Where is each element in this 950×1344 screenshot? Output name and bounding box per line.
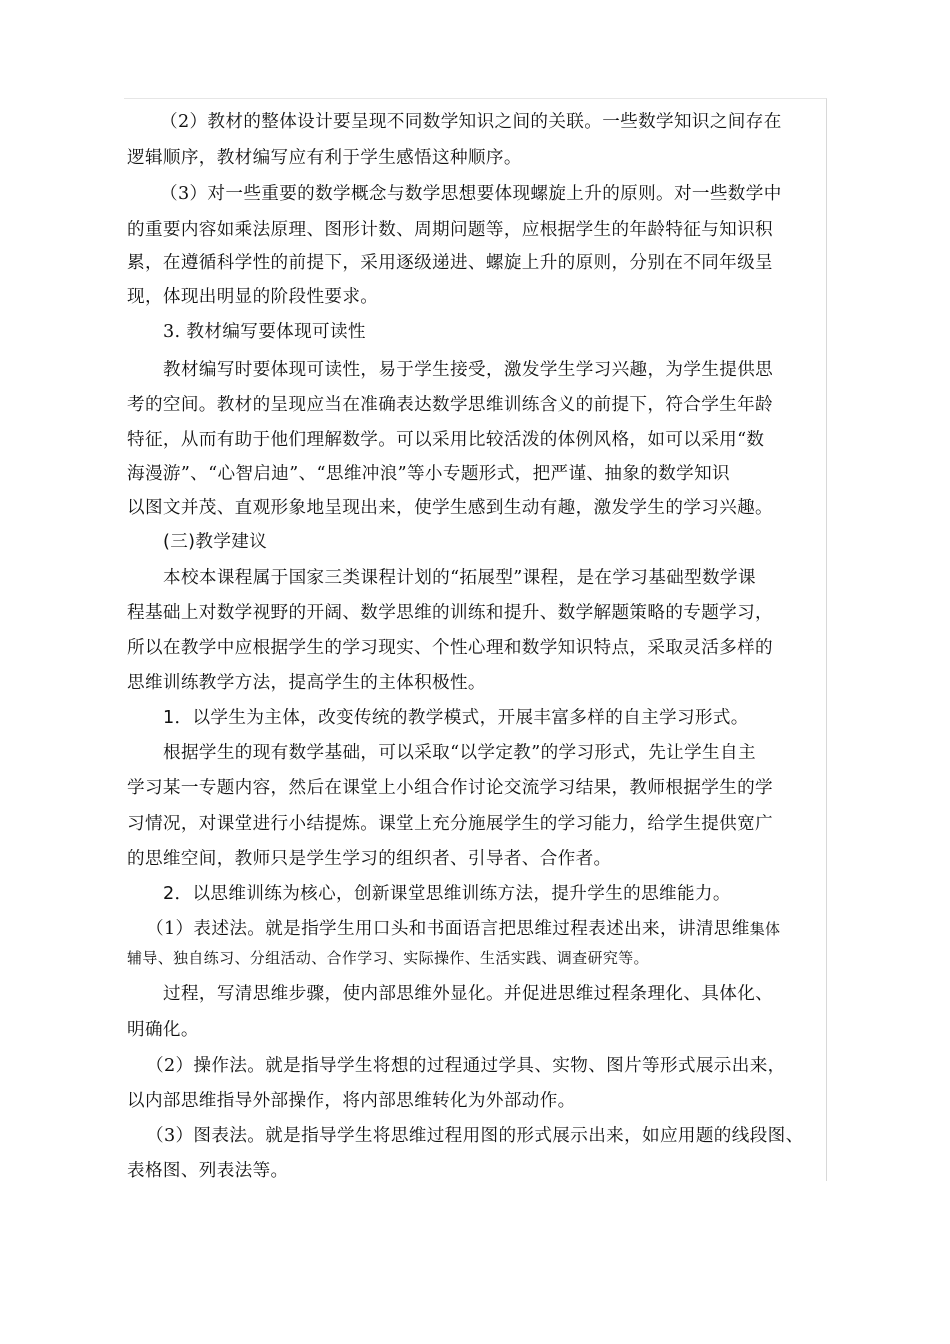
paragraph-line: 考的空间。教材的呈现应当在准确表达数学思维训练含义的前提下，符合学生年龄 <box>127 395 773 415</box>
section-heading: (三)教学建议 <box>163 532 268 552</box>
paragraph-line: 习情况，对课堂进行小结提炼。课堂上充分施展学生的学习能力，给学生提供宽广 <box>127 814 773 834</box>
paragraph-line: 明确化。 <box>127 1020 199 1040</box>
paragraph-line: （2）教材的整体设计要呈现不同数学知识之间的关联。一些数学知识之间存在 <box>160 112 782 132</box>
paragraph-line: 过程，写清思维步骤，使内部思维外显化。并促进思维过程条理化、具体化、 <box>163 984 774 1004</box>
paragraph-line: （3）对一些重要的数学概念与数学思想要体现螺旋上升的原则。对一些数学中 <box>160 184 782 204</box>
section-heading: 3. 教材编写要体现可读性 <box>163 322 366 342</box>
paragraph-line: 思维训练教学方法，提高学生的主体积极性。 <box>127 673 486 693</box>
paragraph-line: 学习某一专题内容，然后在课堂上小组合作讨论交流学习结果，教师根据学生的学 <box>127 778 773 798</box>
paragraph-line: （3）图表法。就是指导学生将思维过程用图的形式展示出来，如应用题的线段图、 <box>146 1126 804 1146</box>
paragraph-line: 的思维空间，教师只是学生学习的组织者、引导者、合作者。 <box>127 849 612 869</box>
line-tail-text: 集体 <box>749 920 781 938</box>
paragraph-line: 以内部思维指导外部操作，将内部思维转化为外部动作。 <box>127 1091 576 1111</box>
paragraph-line: 特征，从而有助于他们理解数学。可以采用比较活泼的体例风格，如可以采用“数 <box>127 430 765 450</box>
paragraph-line: 海漫游”、“心智启迪”、“思维冲浪”等小专题形式，把严谨、抽象的数学知识 <box>127 464 730 484</box>
paragraph-line: 程基础上对数学视野的开阔、数学思维的训练和提升、数学解题策略的专题学习， <box>127 603 773 623</box>
paragraph-line: 教材编写时要体现可读性，易于学生接受，激发学生学习兴趣，为学生提供思 <box>163 360 774 380</box>
paragraph-line: 现，体现出明显的阶段性要求。 <box>127 287 379 307</box>
paragraph-line: 累，在遵循科学性的前提下，采用逐级递进、螺旋上升的原则，分别在不同年级呈 <box>127 253 773 273</box>
paragraph-line: 逻辑顺序，教材编写应有利于学生感悟这种顺序。 <box>127 148 522 168</box>
paragraph-line: 根据学生的现有数学基础，可以采取“以学定教”的学习形式，先让学生自主 <box>163 743 756 763</box>
section-heading: 2．以思维训练为核心，创新课堂思维训练方法，提升学生的思维能力。 <box>163 884 731 904</box>
paragraph-line: 本校本课程属于国家三类课程计划的“拓展型”课程，是在学习基础型数学课 <box>163 568 756 588</box>
section-heading: 1．以学生为主体，改变传统的教学模式，开展丰富多样的自主学习形式。 <box>163 708 749 728</box>
paragraph-line: 辅导、独自练习、分组活动、合作学习、实际操作、生活实践、调查研究等。 <box>127 949 649 967</box>
paragraph-line: 表格图、列表法等。 <box>127 1161 289 1181</box>
line-main-text: （1）表述法。就是指学生用口头和书面语言把思维过程表述出来，讲清思维 <box>146 919 750 939</box>
paragraph-line: （2）操作法。就是指导学生将想的过程通过学具、实物、图片等形式展示出来， <box>146 1056 786 1076</box>
paragraph-line: 以图文并茂、直观形象地呈现出来，使学生感到生动有趣，激发学生的学习兴趣。 <box>127 498 773 518</box>
paragraph-line: 所以在教学中应根据学生的学习现实、个性心理和数学知识特点，采取灵活多样的 <box>127 638 773 658</box>
paragraph-line: 的重要内容如乘法原理、图形计数、周期问题等，应根据学生的年龄特征与知识积 <box>127 220 773 240</box>
